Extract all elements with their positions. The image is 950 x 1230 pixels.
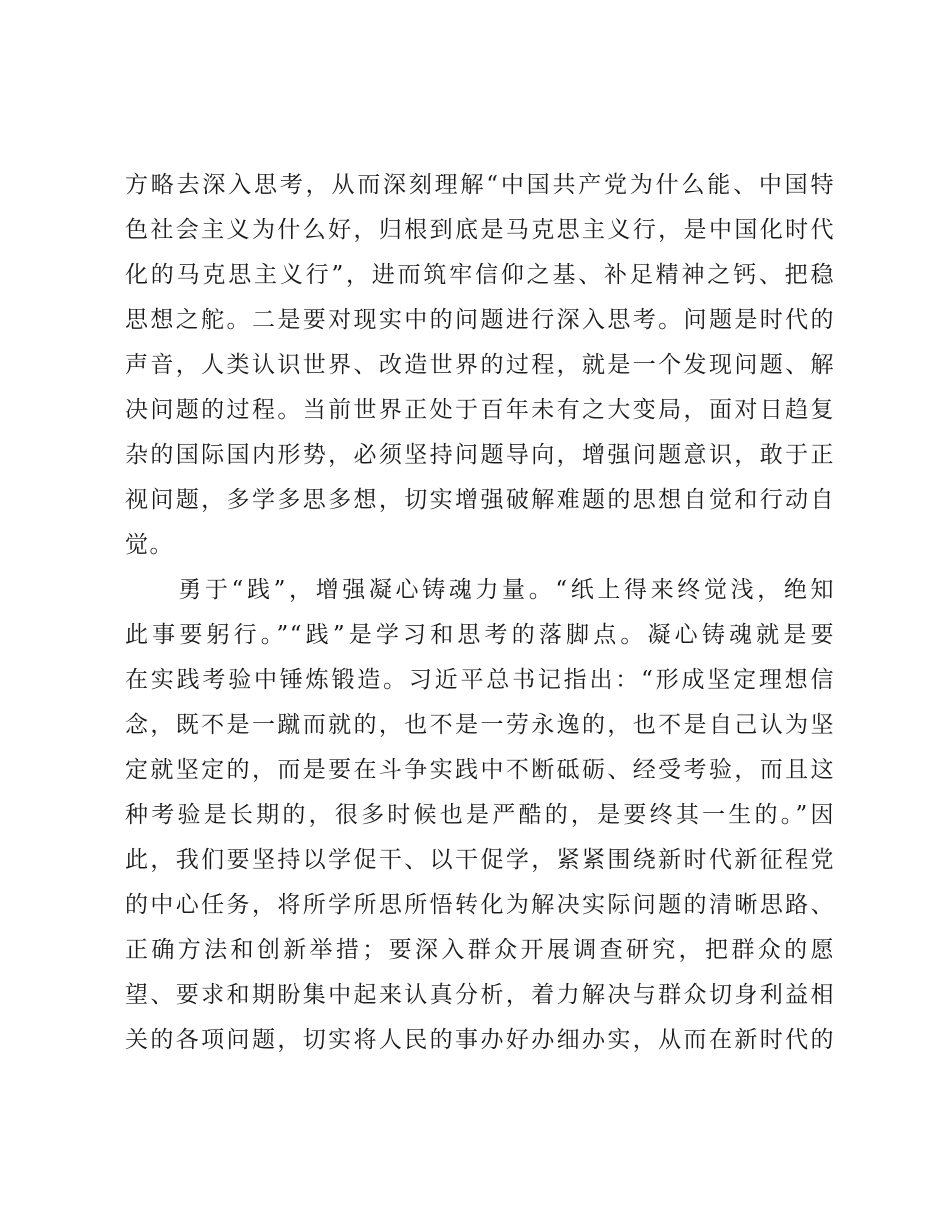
text-line: 声音，人类认识世界、改造世界的过程，就是一个发现问题、解 [125,352,835,378]
text-line: 化的马克思主义行”，进而筑牢信仰之基、补足精神之钙、把稳 [125,262,835,288]
text-line: 定就坚定的，而是要在斗争实践中不断砥砺、经受考验，而且这 [125,757,835,783]
text-line: 勇于“践”，增强凝心铸魂力量。“纸上得来终觉浅，绝知 [125,577,835,603]
text-line: 视问题，多学多思多想，切实增强破解难题的思想自觉和行动自 [125,487,835,513]
text-line: 正确方法和创新举措；要深入群众开展调查研究，把群众的愿 [125,937,835,963]
text-line: 思想之舵。二是要对现实中的问题进行深入思考。问题是时代的 [125,307,835,333]
text-line: 此事要躬行。”“践”是学习和思考的落脚点。凝心铸魂就是要 [125,622,835,648]
text-line: 关的各项问题，切实将人民的事办好办细办实，从而在新时代的 [125,1027,835,1053]
text-line: 在实践考验中锤炼锻造。习近平总书记指出：“形成坚定理想信 [125,667,835,693]
text-line: 觉。 [125,532,174,558]
text-line: 决问题的过程。当前世界正处于百年未有之大变局，面对日趋复 [125,397,835,423]
text-line: 此，我们要坚持以学促干、以干促学，紧紧围绕新时代新征程党 [125,847,835,873]
document-body [125,163,835,1063]
text-line: 色社会主义为什么好，归根到底是马克思主义行，是中国化时代 [125,217,835,243]
paragraph-2 [125,568,835,1063]
text-line: 念，既不是一蹴而就的，也不是一劳永逸的，也不是自己认为坚 [125,712,835,738]
text-line: 望、要求和期盼集中起来认真分析，着力解决与群众切身利益相 [125,982,835,1008]
text-line: 杂的国际国内形势，必须坚持问题导向，增强问题意识，敢于正 [125,442,835,468]
paragraph-1 [125,163,835,568]
text-line: 的中心任务，将所学所思所悟转化为解决实际问题的清晰思路、 [125,892,835,918]
text-line: 方略去深入思考，从而深刻理解“中国共产党为什么能、中国特 [125,172,835,198]
text-line: 种考验是长期的，很多时候也是严酷的，是要终其一生的。”因 [125,802,835,828]
